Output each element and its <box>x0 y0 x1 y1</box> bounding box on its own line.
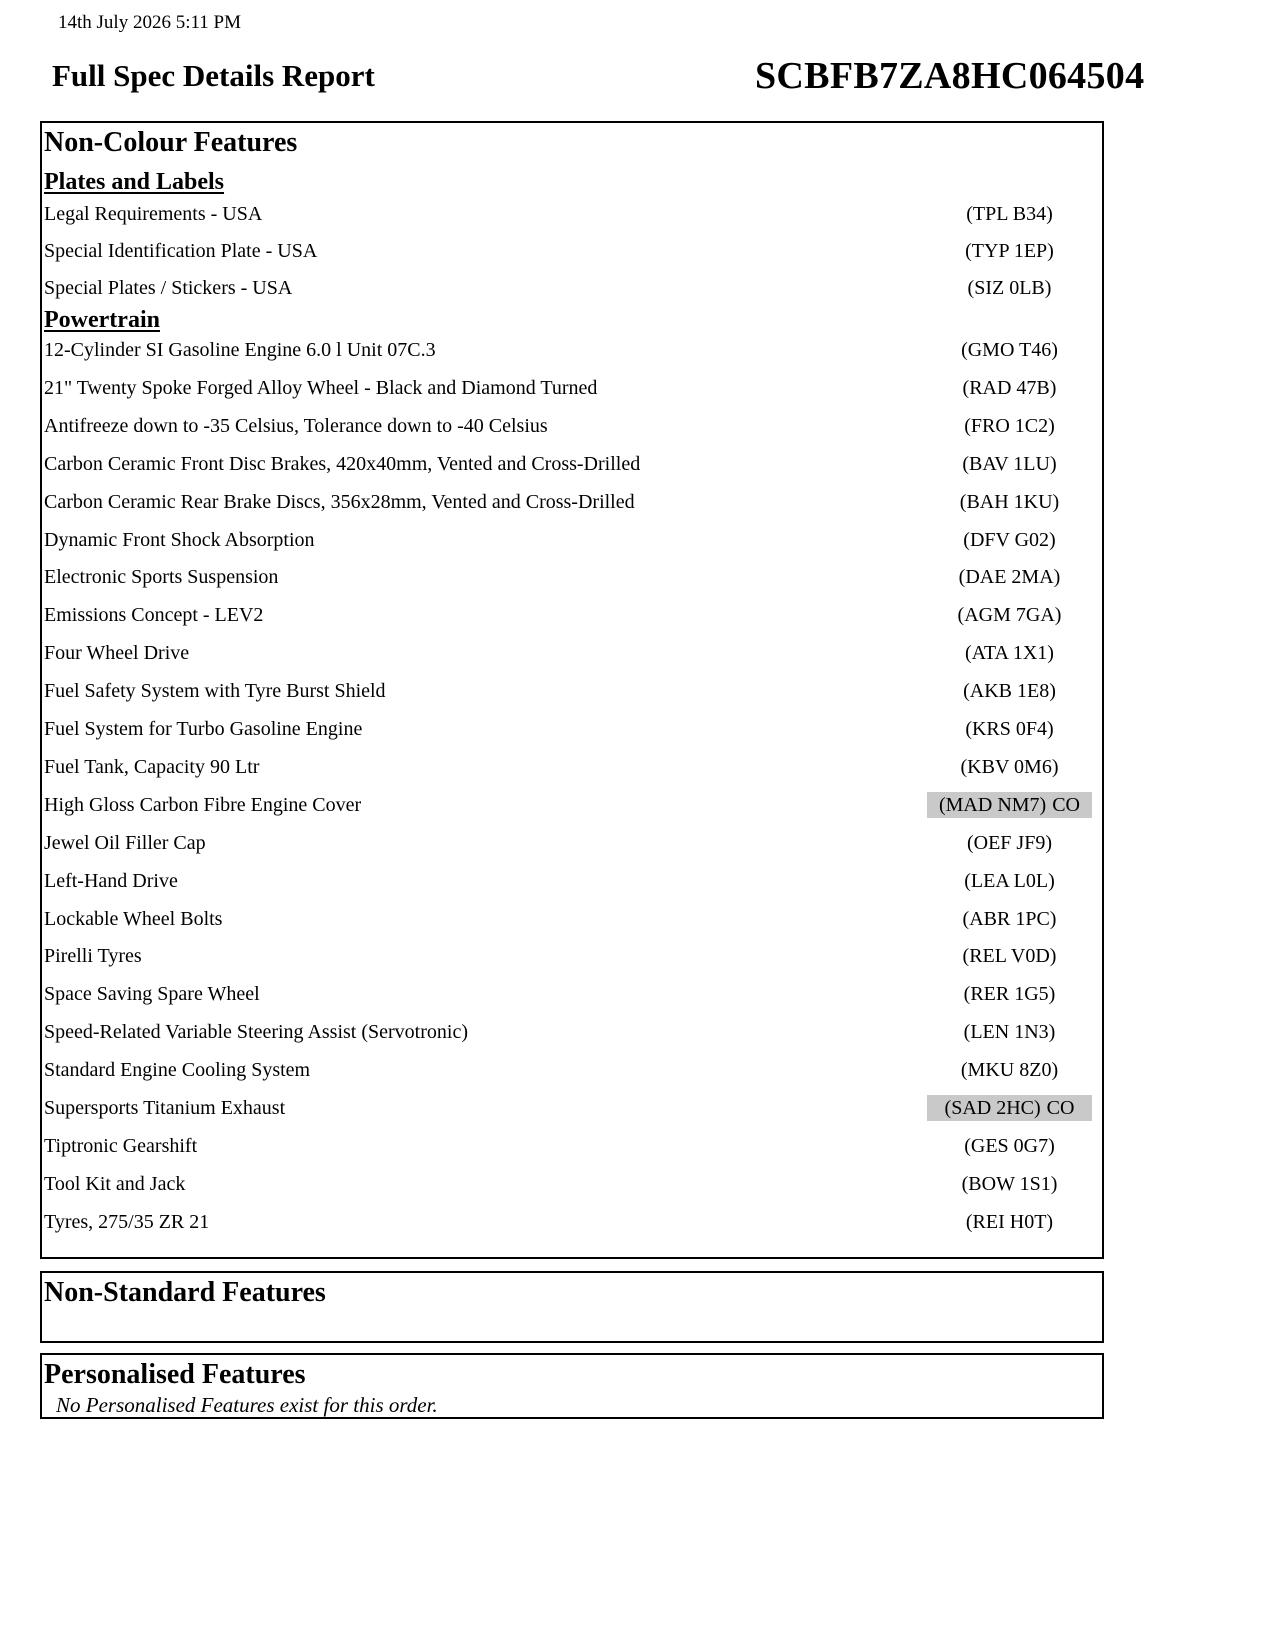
feature-row <box>42 411 1102 445</box>
feature-code <box>927 201 1092 227</box>
feature-row <box>42 752 1102 786</box>
feature-label: Tool Kit and Jack <box>44 1172 186 1195</box>
feature-code <box>927 413 1092 439</box>
feature-code <box>927 1019 1092 1045</box>
feature-code <box>927 375 1092 401</box>
feature-label: Standard Engine Cooling System <box>44 1059 311 1082</box>
feature-label: Fuel System for Turbo Gasoline Engine <box>44 718 363 740</box>
feature-row <box>42 449 1102 483</box>
powertrain-title: Powertrain <box>44 307 160 333</box>
feature-code-text: (GMO T46) <box>961 339 1058 361</box>
feature-code-text: (BOW 1S1) <box>961 1172 1058 1195</box>
feature-label: Tiptronic Gearshift <box>44 1134 198 1157</box>
feature-code-text: (ABR 1PC) <box>962 907 1057 930</box>
feature-code <box>927 943 1092 969</box>
feature-row <box>42 676 1102 710</box>
feature-row <box>42 1207 1102 1241</box>
vin-number: SCBFB7ZA8HC064504 <box>755 55 1145 97</box>
feature-row <box>42 236 1102 270</box>
feature-code-text: (OEF JF9) <box>966 831 1052 854</box>
feature-code-text: (RAD 47B) <box>962 376 1057 399</box>
feature-label: Tyres, 275/35 ZR 21 <box>44 1210 210 1233</box>
feature-label: 21" Twenty Spoke Forged Alloy Wheel - Black and Diamond Turned <box>44 376 598 399</box>
feature-label: Jewel Oil Filler Cap <box>44 831 206 854</box>
feature-row <box>42 941 1102 975</box>
non-standard-features-heading: Non-Standard Features <box>44 1277 326 1308</box>
feature-code <box>927 238 1092 264</box>
feature-row <box>42 1093 1102 1127</box>
feature-code-text: (DFV G02) <box>963 528 1056 551</box>
timestamp: 14th July 2026 5:11 PM <box>58 12 241 33</box>
report-title: Full Spec Details Report <box>52 58 375 93</box>
feature-code <box>927 792 1092 818</box>
feature-code <box>927 489 1092 515</box>
feature-row <box>42 335 1102 369</box>
feature-code-text: (KBV 0M6) <box>960 755 1059 778</box>
feature-label: Pirelli Tyres <box>44 945 142 968</box>
feature-label: Speed-Related Variable Steering Assist (Servotronic) <box>44 1021 468 1044</box>
feature-code <box>927 981 1092 1007</box>
non-standard-features-panel <box>40 1271 1104 1343</box>
feature-code <box>927 275 1092 301</box>
feature-code <box>927 1095 1092 1121</box>
feature-code-text: (KRS 0F4) <box>965 718 1054 740</box>
feature-code-text: (SAD 2HC) <box>944 1097 1041 1119</box>
feature-row <box>42 714 1102 748</box>
feature-code <box>927 716 1092 742</box>
feature-code <box>927 754 1092 780</box>
feature-code-text: (TPL B34) <box>966 203 1053 225</box>
feature-code <box>927 337 1092 363</box>
feature-label: Supersports Titanium Exhaust <box>44 1097 286 1119</box>
personalised-features-panel <box>40 1353 1104 1419</box>
feature-code-text: (RER 1G5) <box>963 983 1056 1006</box>
feature-row <box>42 979 1102 1013</box>
feature-code <box>927 564 1092 590</box>
personalised-features-heading: Personalised Features <box>44 1359 306 1390</box>
feature-label: Legal Requirements - USA <box>44 203 263 225</box>
feature-code-text: (GES 0G7) <box>964 1134 1055 1157</box>
feature-code-text: (BAV 1LU) <box>962 452 1057 475</box>
feature-code-text: (DAE 2MA) <box>958 566 1061 589</box>
feature-code-text: (LEA L0L) <box>964 869 1055 892</box>
feature-code-text: (REI H0T) <box>965 1210 1054 1233</box>
feature-row <box>42 562 1102 596</box>
feature-code <box>927 678 1092 704</box>
feature-row <box>42 1055 1102 1089</box>
feature-label: Lockable Wheel Bolts <box>44 907 223 930</box>
feature-label: High Gloss Carbon Fibre Engine Cover <box>44 793 362 816</box>
non-colour-features-panel <box>40 121 1104 1259</box>
feature-code <box>927 906 1092 932</box>
feature-label: Special Plates / Stickers - USA <box>44 277 293 299</box>
feature-code-text: (REL V0D) <box>962 945 1057 968</box>
feature-label: Fuel Safety System with Tyre Burst Shield <box>44 680 386 703</box>
feature-row <box>42 487 1102 521</box>
feature-label: 12-Cylinder SI Gasoline Engine 6.0 l Unit 07C.3 <box>44 339 436 361</box>
feature-code-text: (AGM 7GA) <box>957 604 1062 627</box>
feature-code <box>927 830 1092 856</box>
feature-code-text: (MKU 8Z0) <box>960 1059 1059 1082</box>
feature-row <box>42 373 1102 407</box>
feature-row <box>42 866 1102 900</box>
feature-row <box>42 199 1102 233</box>
feature-row <box>42 638 1102 672</box>
feature-label: Left-Hand Drive <box>44 869 178 892</box>
feature-label: Antifreeze down to -35 Celsius, Tolerance down to -40 Celsius <box>44 414 548 437</box>
feature-label: Emissions Concept - LEV2 <box>44 604 264 627</box>
co-marker: CO <box>1052 793 1080 816</box>
feature-code-text: (BAH 1KU) <box>959 490 1060 513</box>
feature-code <box>927 1171 1092 1197</box>
feature-code <box>927 1057 1092 1083</box>
feature-row <box>42 828 1102 862</box>
feature-label: Carbon Ceramic Front Disc Brakes, 420x40mm, Vented and Cross-Drilled <box>44 452 641 475</box>
feature-row <box>42 1169 1102 1203</box>
co-marker: CO <box>1046 1097 1075 1119</box>
feature-label: Special Identification Plate - USA <box>44 240 318 262</box>
feature-code <box>927 640 1092 666</box>
feature-row <box>42 600 1102 634</box>
feature-row <box>42 273 1102 307</box>
feature-label: Electronic Sports Suspension <box>44 566 279 589</box>
feature-label: Four Wheel Drive <box>44 642 190 665</box>
feature-code-text: (LEN 1N3) <box>963 1021 1056 1044</box>
feature-label: Fuel Tank, Capacity 90 Ltr <box>44 755 260 778</box>
feature-label: Dynamic Front Shock Absorption <box>44 528 315 551</box>
feature-row <box>42 904 1102 938</box>
feature-row <box>42 790 1102 824</box>
feature-row <box>42 525 1102 559</box>
plates-and-labels-title: Plates and Labels <box>44 169 225 195</box>
feature-code-text: (FRO 1C2) <box>964 414 1055 437</box>
feature-code <box>927 527 1092 553</box>
non-colour-features-heading: Non-Colour Features <box>44 127 298 158</box>
feature-code <box>927 1133 1092 1159</box>
feature-row <box>42 1017 1102 1051</box>
feature-code-text: (AKB 1E8) <box>963 680 1056 703</box>
feature-code-text: (SIZ 0LB) <box>967 277 1052 299</box>
feature-label: Space Saving Spare Wheel <box>44 983 260 1006</box>
feature-code-text: (MAD NM7) <box>938 793 1047 816</box>
feature-code-text: (ATA 1X1) <box>965 642 1054 665</box>
feature-code <box>927 451 1092 477</box>
feature-code <box>927 868 1092 894</box>
feature-row <box>42 1131 1102 1165</box>
feature-code <box>927 1209 1092 1235</box>
feature-code <box>927 602 1092 628</box>
feature-label: Carbon Ceramic Rear Brake Discs, 356x28mm, Vented and Cross-Drilled <box>44 490 635 513</box>
feature-code-text: (TYP 1EP) <box>965 240 1054 262</box>
personalised-features-note: No Personalised Features exist for this order. <box>56 1393 438 1417</box>
